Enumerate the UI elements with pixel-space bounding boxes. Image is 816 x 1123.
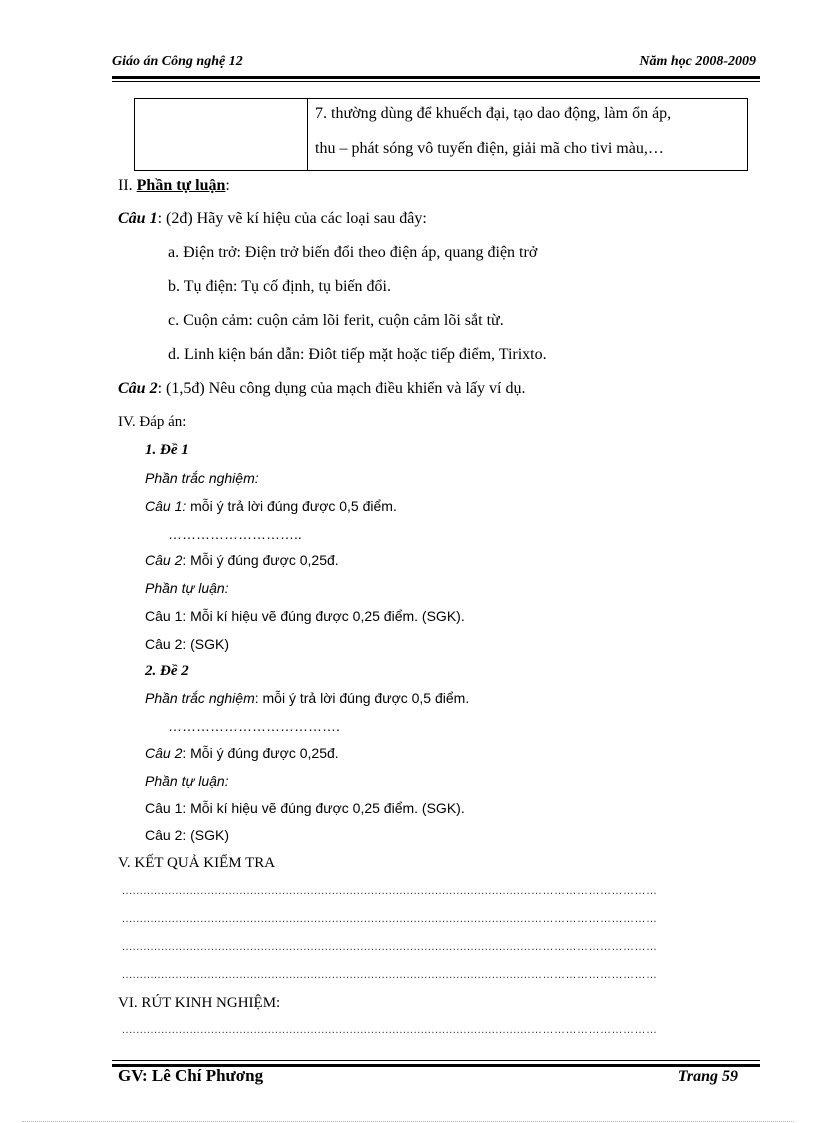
de-1-cau-1: Câu 1: mỗi ý trả lời đúng được 0,5 điểm. [145, 498, 397, 514]
footer-teacher: GV: Lê Chí Phương [118, 1066, 264, 1085]
de-2-heading: 2. Đề 2 [145, 663, 189, 679]
de-1-tl-cau-2: Câu 2: (SGK) [145, 636, 230, 652]
de-1-dots: ……………………….. [168, 526, 302, 542]
de-2-tl-cau-2: Câu 2: (SGK) [145, 827, 230, 843]
de-1-tl-label: Phần tự luận: [145, 580, 229, 596]
section-2-title: Phần tự luận [136, 177, 226, 194]
header-right: Năm học 2008-2009 [639, 54, 756, 69]
question-1-item-c: c. Cuộn cảm: cuộn cảm lõi ferit, cuộn cảm lõi sắt từ. [168, 312, 504, 329]
section-5-heading: V. KẾT QUẢ KIỂM TRA [118, 855, 276, 871]
section-2-heading: II. Phần tự luận: [118, 177, 230, 194]
table-cell-line-2: thu – phát sóng vô tuyến điện, giải mã cho tivi màu,… [315, 140, 664, 157]
header-rule-thick [112, 76, 760, 79]
section-6-heading: VI. RÚT KINH NGHIỆM: [118, 995, 281, 1011]
section-4-heading: IV. Đáp án: [118, 414, 187, 430]
de-2-tl-cau-1: Câu 1: Mỗi kí hiệu vẽ đúng được 0,25 điểm. (SGK). [145, 800, 465, 816]
answer-table [134, 98, 748, 171]
de-2-tn: Phần trắc nghiệm: mỗi ý trả lời đúng được 0,5 điểm. [145, 690, 470, 706]
de-1-cau-2: Câu 2: Mỗi ý đúng được 0,25đ. [145, 552, 339, 568]
de-2-cau-2: Câu 2: Mỗi ý đúng được 0,25đ. [145, 745, 339, 761]
table-cell-line-1: 7. thường dùng để khuếch đại, tạo dao động, làm ổn áp, [315, 105, 672, 122]
table-divider [307, 99, 308, 170]
de-2-dots: ………………………………. [168, 718, 340, 734]
header-rule-thin [112, 81, 760, 82]
page-edge [22, 1121, 794, 1122]
question-2-label: Câu 2 [118, 380, 158, 397]
footer-page-number: Trang 59 [677, 1068, 738, 1085]
dotted-line: ...................................................................................................................…………………………… [122, 885, 658, 897]
question-1-item-a: a. Điện trở: Điện trở biến đổi theo điện áp, quang điện trở [168, 244, 538, 261]
dotted-line: ...................................................................................................................…………………………… [122, 941, 658, 953]
header-left: Giáo án Công nghệ 12 [112, 54, 243, 69]
footer-rule-thin [112, 1060, 760, 1061]
dotted-line: ...................................................................................................................…………………………… [122, 969, 658, 981]
question-1-item-d: d. Linh kiện bán dẫn: Điôt tiếp mặt hoặc tiếp điểm, Tirixto. [168, 346, 547, 363]
question-1-item-b: b. Tụ điện: Tụ cố định, tụ biến đổi. [168, 278, 391, 295]
dotted-line: ...................................................................................................................…………………………… [122, 1024, 658, 1036]
question-1: Câu 1: (2đ) Hãy vẽ kí hiệu của các loại sau đây: [118, 210, 427, 227]
question-2: Câu 2: (1,5đ) Nêu công dụng của mạch điều khiển và lấy ví dụ. [118, 380, 526, 397]
de-2-tl-label: Phần tự luận: [145, 773, 229, 789]
de-1-tn-label: Phần trắc nghiệm: [145, 470, 259, 486]
de-1-tl-cau-1: Câu 1: Mỗi kí hiệu vẽ đúng được 0,25 điểm. (SGK). [145, 608, 465, 624]
dotted-line: ...................................................................................................................…………………………… [122, 913, 658, 925]
question-1-label: Câu 1 [118, 210, 158, 227]
de-1-heading: 1. Đề 1 [145, 442, 189, 458]
